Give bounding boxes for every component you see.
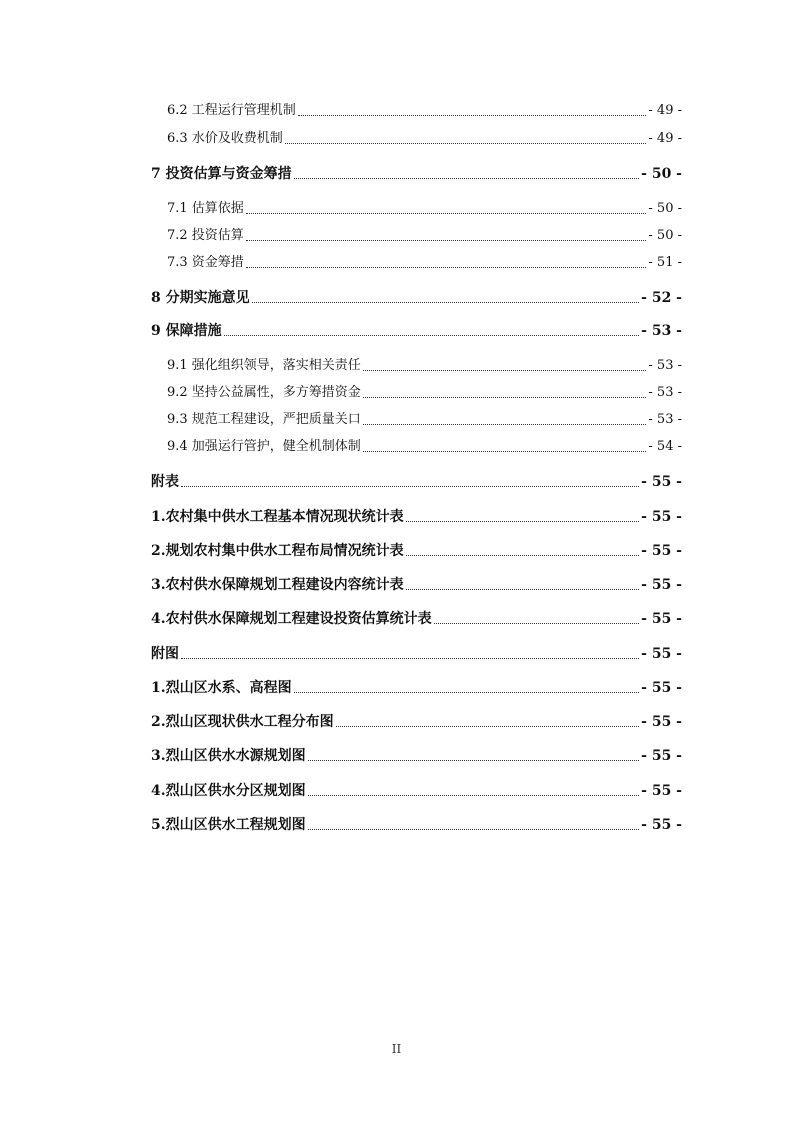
toc-entry-page: - 55 - [641, 611, 682, 627]
toc-entry[interactable] [151, 506, 682, 528]
toc-entry-page: - 49 - [648, 103, 682, 118]
dot-leader [181, 657, 639, 659]
dot-leader [224, 334, 640, 336]
dot-leader [434, 622, 640, 624]
toc-entry-page: - 51 - [648, 255, 682, 270]
dot-leader [406, 554, 640, 556]
toc-entry-label: 3.烈山区供水水源规划图 [151, 748, 306, 764]
toc-entry-label: 7 投资估算与资金筹措 [151, 166, 292, 182]
dot-leader [246, 212, 647, 214]
toc-entry-label: 5.烈山区供水工程规划图 [151, 817, 306, 833]
toc-entry[interactable] [167, 198, 682, 220]
toc-entry-label: 附表 [151, 474, 179, 490]
toc-entry[interactable] [151, 574, 682, 596]
toc-entry-label: 7.2 投资估算 [167, 228, 244, 243]
toc-entry-page: - 55 - [641, 714, 682, 730]
toc-entry-label: 4.农村供水保障规划工程建设投资估算统计表 [151, 611, 432, 627]
dot-leader [246, 266, 647, 268]
toc-entry-label: 1.农村集中供水工程基本情况现状统计表 [151, 509, 404, 525]
dot-leader [363, 450, 647, 452]
dot-leader [308, 828, 640, 830]
toc-entry[interactable] [151, 677, 682, 699]
toc-entry-label: 9.3 规范工程建设，严把质量关口 [167, 412, 361, 427]
dot-leader [363, 423, 647, 425]
dot-leader [336, 725, 640, 727]
toc-entry-label: 2.烈山区现状供水工程分布图 [151, 714, 334, 730]
toc-entry-label: 7.1 估算依据 [167, 201, 244, 216]
toc-entry[interactable] [167, 128, 682, 150]
dot-leader [308, 759, 640, 761]
toc-entry-label: 9.4 加强运行管护，健全机制体制 [167, 439, 361, 454]
toc-entry-page: - 55 - [641, 646, 682, 662]
toc-entry-page: - 55 - [641, 474, 682, 490]
toc-entry[interactable] [151, 780, 682, 802]
page-number: II [391, 1042, 402, 1056]
dot-leader [363, 396, 647, 398]
toc-entry[interactable] [167, 409, 682, 431]
toc-entry-page: - 55 - [641, 783, 682, 799]
toc-entry-label: 6.3 水价及收费机制 [167, 131, 283, 146]
toc-entry-label: 4.烈山区供水分区规划图 [151, 783, 306, 799]
dot-leader [406, 520, 640, 522]
dot-leader [308, 794, 640, 796]
toc-entry-page: - 50 - [641, 166, 682, 182]
toc-entry[interactable] [167, 382, 682, 404]
toc-entry-label: 2.规划农村集中供水工程布局情况统计表 [151, 543, 404, 559]
toc-entry-label: 9 保障措施 [151, 323, 222, 339]
dot-leader [363, 369, 647, 371]
dot-leader [406, 588, 640, 590]
toc-entry-page: - 55 - [641, 817, 682, 833]
dot-leader [294, 177, 640, 179]
dot-leader [246, 239, 647, 241]
toc-entry[interactable] [167, 225, 682, 247]
toc-entry[interactable] [151, 471, 682, 493]
dot-leader [285, 142, 647, 144]
toc-entry[interactable] [151, 540, 682, 562]
toc-entry[interactable] [151, 711, 682, 733]
dot-leader [252, 301, 640, 303]
toc-entry[interactable] [151, 163, 682, 185]
toc-entry-page: - 53 - [648, 412, 682, 427]
toc-entry-page: - 55 - [641, 509, 682, 525]
dot-leader [181, 485, 639, 487]
toc-entry-label: 3.农村供水保障规划工程建设内容统计表 [151, 577, 404, 593]
toc-entry[interactable] [167, 436, 682, 458]
toc-entry-page: - 53 - [641, 323, 682, 339]
toc-entry-page: - 54 - [648, 439, 682, 454]
toc-entry-label: 7.3 资金筹措 [167, 255, 244, 270]
toc-entry[interactable] [167, 100, 682, 122]
toc-entry-page: - 55 - [641, 543, 682, 559]
toc-entry-label: 1.烈山区水系、高程图 [151, 680, 292, 696]
toc-entry-label: 附图 [151, 646, 179, 662]
toc-entry[interactable] [167, 355, 682, 377]
toc-entry-page: - 50 - [648, 228, 682, 243]
toc-entry[interactable] [151, 287, 682, 309]
toc-entry-page: - 55 - [641, 748, 682, 764]
toc-entry-label: 9.1 强化组织领导，落实相关责任 [167, 358, 361, 373]
toc-entry[interactable] [151, 320, 682, 342]
toc-entry-label: 9.2 坚持公益属性，多方筹措资金 [167, 385, 361, 400]
dot-leader [294, 691, 640, 693]
toc-entry[interactable] [167, 252, 682, 274]
toc-entry[interactable] [151, 608, 682, 630]
toc-entry-page: - 50 - [648, 201, 682, 216]
toc-entry-page: - 53 - [648, 385, 682, 400]
toc-entry-page: - 55 - [641, 577, 682, 593]
toc-entry[interactable] [151, 745, 682, 767]
toc-entry-label: 6.2 工程运行管理机制 [167, 103, 296, 118]
toc-entry[interactable] [151, 814, 682, 836]
toc-entry[interactable] [151, 643, 682, 665]
toc-entry-page: - 49 - [648, 131, 682, 146]
toc-entry-page: - 53 - [648, 358, 682, 373]
toc-entry-page: - 52 - [641, 290, 682, 306]
dot-leader [298, 114, 647, 116]
toc-entry-label: 8 分期实施意见 [151, 290, 250, 306]
toc-entry-page: - 55 - [641, 680, 682, 696]
